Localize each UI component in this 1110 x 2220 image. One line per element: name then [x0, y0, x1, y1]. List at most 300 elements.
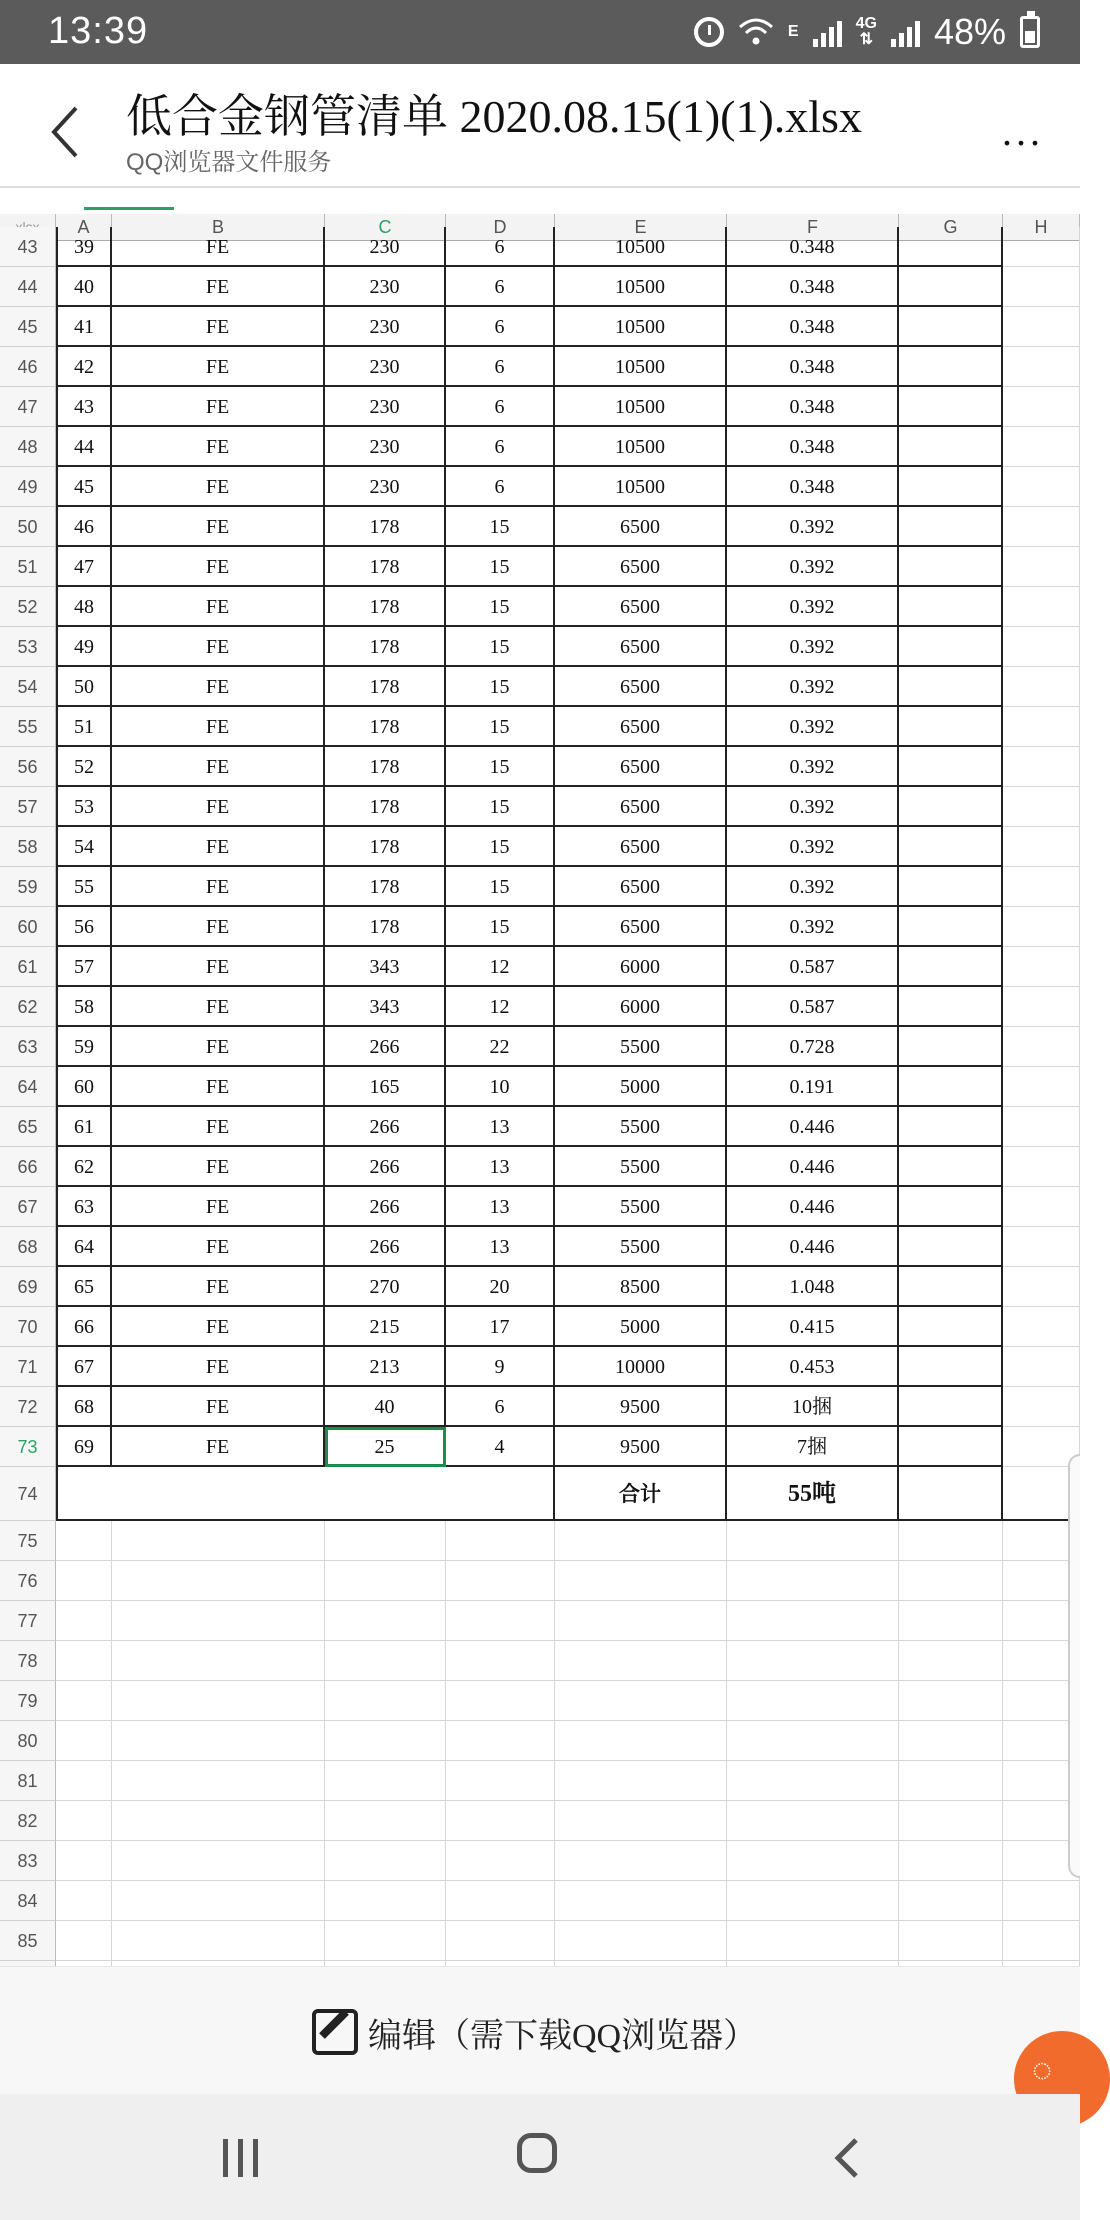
- cell-e[interactable]: 6500: [555, 667, 727, 707]
- row-number[interactable]: 79: [0, 1681, 56, 1721]
- cell-d[interactable]: 15: [446, 627, 555, 667]
- cell-b[interactable]: FE: [112, 267, 325, 307]
- cell-f[interactable]: 0.392: [727, 747, 899, 787]
- cell-g[interactable]: [899, 947, 1003, 987]
- cell-f[interactable]: 0.392: [727, 587, 899, 627]
- row-number[interactable]: 57: [0, 787, 56, 827]
- cell-d[interactable]: 6: [446, 347, 555, 387]
- row-number[interactable]: 47: [0, 387, 56, 427]
- cell-h[interactable]: [1003, 1307, 1080, 1347]
- empty-cell[interactable]: [446, 1881, 555, 1921]
- empty-cell[interactable]: [112, 1801, 325, 1841]
- cell-h[interactable]: [1003, 1107, 1080, 1147]
- cell-g[interactable]: [899, 1387, 1003, 1427]
- empty-cell[interactable]: [555, 1921, 727, 1961]
- empty-cell[interactable]: [446, 1561, 555, 1601]
- cell-f[interactable]: 0.348: [727, 227, 899, 267]
- cell-e[interactable]: 6000: [555, 987, 727, 1027]
- cell-h[interactable]: [1003, 267, 1080, 307]
- empty-cell[interactable]: [555, 1561, 727, 1601]
- empty-cell[interactable]: [899, 1801, 1003, 1841]
- cell-b[interactable]: FE: [112, 507, 325, 547]
- cell-d[interactable]: 13: [446, 1147, 555, 1187]
- cell-d[interactable]: 17: [446, 1307, 555, 1347]
- empty-cell[interactable]: [727, 1721, 899, 1761]
- cell-f[interactable]: 0.348: [727, 267, 899, 307]
- back-arrow-icon[interactable]: [44, 102, 88, 162]
- cell-h[interactable]: [1003, 227, 1080, 267]
- cell-a[interactable]: 68: [56, 1387, 112, 1427]
- spreadsheet[interactable]: [0, 214, 1080, 1966]
- cell-b[interactable]: FE: [112, 867, 325, 907]
- nav-back-icon[interactable]: [818, 2128, 878, 2188]
- cell-f[interactable]: 0.587: [727, 947, 899, 987]
- cell-f[interactable]: 0.348: [727, 387, 899, 427]
- cell-d[interactable]: 15: [446, 507, 555, 547]
- empty-cell[interactable]: [727, 1521, 899, 1561]
- row-number[interactable]: 73: [0, 1427, 56, 1467]
- cell-g[interactable]: [899, 507, 1003, 547]
- column-header-d[interactable]: D: [446, 214, 555, 240]
- cell-g[interactable]: [899, 1227, 1003, 1267]
- cell-g[interactable]: [899, 1147, 1003, 1187]
- cell-b[interactable]: FE: [112, 1147, 325, 1187]
- cell-h[interactable]: [1003, 747, 1080, 787]
- cell-c[interactable]: 230: [325, 387, 446, 427]
- empty-cell[interactable]: [727, 1641, 899, 1681]
- cell-a[interactable]: 57: [56, 947, 112, 987]
- row-number[interactable]: 63: [0, 1027, 56, 1067]
- cell-b[interactable]: FE: [112, 1187, 325, 1227]
- cell-e[interactable]: 6500: [555, 587, 727, 627]
- row-number[interactable]: 43: [0, 227, 56, 267]
- cell-a[interactable]: 46: [56, 507, 112, 547]
- cell-c[interactable]: 230: [325, 267, 446, 307]
- cell-g[interactable]: [899, 587, 1003, 627]
- cell-a[interactable]: 55: [56, 867, 112, 907]
- cell-e[interactable]: 6500: [555, 707, 727, 747]
- cell-b[interactable]: FE: [112, 467, 325, 507]
- row-number[interactable]: 74: [0, 1467, 56, 1521]
- empty-cell[interactable]: [56, 1721, 112, 1761]
- scroll-handle[interactable]: [1068, 1454, 1080, 1878]
- cell-a[interactable]: 65: [56, 1267, 112, 1307]
- empty-cell[interactable]: [446, 1641, 555, 1681]
- empty-cell[interactable]: [899, 1561, 1003, 1601]
- cell-e[interactable]: 6500: [555, 507, 727, 547]
- cell-h[interactable]: [1003, 347, 1080, 387]
- empty-cell[interactable]: [899, 1841, 1003, 1881]
- cell-e[interactable]: 6500: [555, 747, 727, 787]
- cell-f[interactable]: 0.392: [727, 907, 899, 947]
- cell-b[interactable]: FE: [112, 987, 325, 1027]
- cell-c[interactable]: 230: [325, 467, 446, 507]
- cell-c[interactable]: 165: [325, 1067, 446, 1107]
- cell-f[interactable]: 0.191: [727, 1067, 899, 1107]
- empty-cell[interactable]: [56, 1601, 112, 1641]
- row-number[interactable]: 80: [0, 1721, 56, 1761]
- merged-empty-cell[interactable]: [56, 1467, 555, 1521]
- cell-b[interactable]: FE: [112, 227, 325, 267]
- empty-cell[interactable]: [56, 1801, 112, 1841]
- empty-cell[interactable]: [112, 1601, 325, 1641]
- cell-h[interactable]: [1003, 467, 1080, 507]
- row-number[interactable]: 48: [0, 427, 56, 467]
- column-header-a[interactable]: A: [56, 214, 112, 240]
- empty-cell[interactable]: [325, 1761, 446, 1801]
- cell-h[interactable]: [1003, 1347, 1080, 1387]
- cell-f[interactable]: 0.446: [727, 1107, 899, 1147]
- empty-cell[interactable]: [727, 1681, 899, 1721]
- cell-b[interactable]: FE: [112, 827, 325, 867]
- cell-e[interactable]: 10500: [555, 307, 727, 347]
- row-number[interactable]: 53: [0, 627, 56, 667]
- row-number[interactable]: 49: [0, 467, 56, 507]
- row-number[interactable]: 64: [0, 1067, 56, 1107]
- empty-cell[interactable]: [325, 1681, 446, 1721]
- cell-f[interactable]: 0.392: [727, 787, 899, 827]
- cell-f[interactable]: 0.446: [727, 1227, 899, 1267]
- cell-e[interactable]: 10500: [555, 467, 727, 507]
- cell-h[interactable]: [1003, 827, 1080, 867]
- cell-g[interactable]: [899, 867, 1003, 907]
- row-number[interactable]: 56: [0, 747, 56, 787]
- cell-c[interactable]: 178: [325, 667, 446, 707]
- empty-cell[interactable]: [325, 1641, 446, 1681]
- cell-g[interactable]: [899, 667, 1003, 707]
- cell-c[interactable]: 178: [325, 787, 446, 827]
- row-number[interactable]: 61: [0, 947, 56, 987]
- cell-e[interactable]: 6500: [555, 547, 727, 587]
- cell-g[interactable]: [899, 707, 1003, 747]
- cell-b[interactable]: FE: [112, 1107, 325, 1147]
- cell-c[interactable]: 178: [325, 627, 446, 667]
- row-number[interactable]: 45: [0, 307, 56, 347]
- cell-d[interactable]: 10: [446, 1067, 555, 1107]
- empty-cell[interactable]: [899, 1601, 1003, 1641]
- cell-a[interactable]: 49: [56, 627, 112, 667]
- cell-c[interactable]: 266: [325, 1147, 446, 1187]
- cell-d[interactable]: 15: [446, 867, 555, 907]
- empty-cell[interactable]: [325, 1721, 446, 1761]
- cell-c[interactable]: 213: [325, 1347, 446, 1387]
- cell-d[interactable]: 20: [446, 1267, 555, 1307]
- empty-cell[interactable]: [112, 1721, 325, 1761]
- cell-c[interactable]: 40: [325, 1387, 446, 1427]
- empty-cell[interactable]: [1003, 1881, 1080, 1921]
- empty-cell[interactable]: [446, 1521, 555, 1561]
- cell-f[interactable]: 0.348: [727, 427, 899, 467]
- cell-e[interactable]: 5500: [555, 1027, 727, 1067]
- cell-g[interactable]: [899, 1347, 1003, 1387]
- row-number[interactable]: 55: [0, 707, 56, 747]
- cell-d[interactable]: 15: [446, 747, 555, 787]
- empty-cell[interactable]: [112, 1521, 325, 1561]
- cell-g[interactable]: [899, 1427, 1003, 1467]
- cell-f[interactable]: 0.392: [727, 707, 899, 747]
- cell-h[interactable]: [1003, 867, 1080, 907]
- cell-h[interactable]: [1003, 387, 1080, 427]
- cell-a[interactable]: 45: [56, 467, 112, 507]
- empty-cell[interactable]: [727, 1561, 899, 1601]
- cell-g[interactable]: [899, 907, 1003, 947]
- cell-f[interactable]: 0.453: [727, 1347, 899, 1387]
- empty-cell[interactable]: [56, 1881, 112, 1921]
- cell-e[interactable]: 6500: [555, 787, 727, 827]
- empty-cell[interactable]: [727, 1601, 899, 1641]
- cell-f[interactable]: 0.446: [727, 1187, 899, 1227]
- cell-g[interactable]: [899, 1027, 1003, 1067]
- row-number[interactable]: 50: [0, 507, 56, 547]
- cell-g[interactable]: [899, 787, 1003, 827]
- cell-e[interactable]: 8500: [555, 1267, 727, 1307]
- empty-cell[interactable]: [1003, 1921, 1080, 1961]
- cell-h[interactable]: [1003, 1147, 1080, 1187]
- empty-cell[interactable]: [555, 1521, 727, 1561]
- cell-a[interactable]: 52: [56, 747, 112, 787]
- cell-a[interactable]: 53: [56, 787, 112, 827]
- cell-h[interactable]: [1003, 987, 1080, 1027]
- cell-b[interactable]: FE: [112, 547, 325, 587]
- recent-apps-icon[interactable]: [210, 2128, 270, 2188]
- cell-c[interactable]: 230: [325, 307, 446, 347]
- cell-e[interactable]: 10500: [555, 347, 727, 387]
- cell-c[interactable]: 178: [325, 547, 446, 587]
- row-number[interactable]: 69: [0, 1267, 56, 1307]
- cell-b[interactable]: FE: [112, 707, 325, 747]
- cell-d[interactable]: 12: [446, 987, 555, 1027]
- more-menu-icon[interactable]: ...: [1002, 109, 1044, 154]
- cell-h[interactable]: [1003, 507, 1080, 547]
- empty-cell[interactable]: [56, 1521, 112, 1561]
- cell-a[interactable]: 48: [56, 587, 112, 627]
- column-header-c[interactable]: C: [325, 214, 446, 240]
- cell-a[interactable]: 42: [56, 347, 112, 387]
- cell-e[interactable]: 6500: [555, 827, 727, 867]
- empty-cell[interactable]: [555, 1881, 727, 1921]
- row-number[interactable]: 71: [0, 1347, 56, 1387]
- cell-e[interactable]: 6000: [555, 947, 727, 987]
- empty-cell[interactable]: [325, 1841, 446, 1881]
- cell-e[interactable]: 6500: [555, 867, 727, 907]
- row-number[interactable]: 85: [0, 1921, 56, 1961]
- cell-h[interactable]: [1003, 587, 1080, 627]
- cell-g[interactable]: [899, 1267, 1003, 1307]
- cell-b[interactable]: FE: [112, 1427, 325, 1467]
- cell-c[interactable]: 343: [325, 987, 446, 1027]
- cell-h[interactable]: [1003, 787, 1080, 827]
- cell-e[interactable]: 5000: [555, 1307, 727, 1347]
- cell-c[interactable]: 215: [325, 1307, 446, 1347]
- cell-e[interactable]: 10500: [555, 267, 727, 307]
- cell-d[interactable]: 22: [446, 1027, 555, 1067]
- row-number[interactable]: 82: [0, 1801, 56, 1841]
- row-number[interactable]: 84: [0, 1881, 56, 1921]
- cell-a[interactable]: 64: [56, 1227, 112, 1267]
- cell-d[interactable]: 15: [446, 707, 555, 747]
- row-number[interactable]: 58: [0, 827, 56, 867]
- empty-cell[interactable]: [727, 1761, 899, 1801]
- empty-cell[interactable]: [56, 1921, 112, 1961]
- row-number[interactable]: 66: [0, 1147, 56, 1187]
- row-number[interactable]: 46: [0, 347, 56, 387]
- cell-b[interactable]: FE: [112, 747, 325, 787]
- empty-cell[interactable]: [56, 1841, 112, 1881]
- cell-c[interactable]: 343: [325, 947, 446, 987]
- row-number[interactable]: 52: [0, 587, 56, 627]
- cell-d[interactable]: 6: [446, 307, 555, 347]
- row-number[interactable]: 76: [0, 1561, 56, 1601]
- cell-e[interactable]: 10500: [555, 227, 727, 267]
- cell-c[interactable]: 25: [325, 1427, 446, 1467]
- empty-cell[interactable]: [555, 1681, 727, 1721]
- empty-cell[interactable]: [325, 1561, 446, 1601]
- empty-cell[interactable]: [899, 1721, 1003, 1761]
- row-number[interactable]: 65: [0, 1107, 56, 1147]
- cell-g[interactable]: [899, 267, 1003, 307]
- cell-c[interactable]: 178: [325, 587, 446, 627]
- cell-f[interactable]: 0.348: [727, 307, 899, 347]
- cell-e[interactable]: 9500: [555, 1427, 727, 1467]
- cell-c[interactable]: 266: [325, 1227, 446, 1267]
- cell-c[interactable]: 178: [325, 507, 446, 547]
- empty-cell[interactable]: [727, 1801, 899, 1841]
- row-number[interactable]: 72: [0, 1387, 56, 1427]
- cell-d[interactable]: 15: [446, 667, 555, 707]
- empty-cell[interactable]: [899, 1761, 1003, 1801]
- cell-d[interactable]: 6: [446, 387, 555, 427]
- cell-d[interactable]: 6: [446, 1387, 555, 1427]
- cell-b[interactable]: FE: [112, 907, 325, 947]
- empty-cell[interactable]: [56, 1641, 112, 1681]
- cell-d[interactable]: 6: [446, 267, 555, 307]
- column-header-e[interactable]: E: [555, 214, 727, 240]
- empty-cell[interactable]: [727, 1881, 899, 1921]
- edit-button[interactable]: [312, 2005, 757, 2059]
- cell-a[interactable]: 50: [56, 667, 112, 707]
- cell-g[interactable]: [899, 387, 1003, 427]
- empty-cell[interactable]: [727, 1921, 899, 1961]
- cell-b[interactable]: FE: [112, 1267, 325, 1307]
- cell-e[interactable]: 5500: [555, 1227, 727, 1267]
- total-label[interactable]: 合计: [555, 1467, 727, 1521]
- cell-a[interactable]: 47: [56, 547, 112, 587]
- row-number[interactable]: 67: [0, 1187, 56, 1227]
- cell-b[interactable]: FE: [112, 307, 325, 347]
- cell-b[interactable]: FE: [112, 627, 325, 667]
- cell-c[interactable]: 266: [325, 1027, 446, 1067]
- cell-g[interactable]: [899, 347, 1003, 387]
- cell-d[interactable]: 13: [446, 1107, 555, 1147]
- cell-e[interactable]: 5500: [555, 1187, 727, 1227]
- cell-a[interactable]: 69: [56, 1427, 112, 1467]
- cell-c[interactable]: 270: [325, 1267, 446, 1307]
- empty-cell[interactable]: [446, 1761, 555, 1801]
- cell-d[interactable]: 15: [446, 787, 555, 827]
- row-number[interactable]: 51: [0, 547, 56, 587]
- cell-a[interactable]: 41: [56, 307, 112, 347]
- cell-f[interactable]: 0.348: [727, 467, 899, 507]
- cell-d[interactable]: 12: [446, 947, 555, 987]
- cell-g[interactable]: [899, 1067, 1003, 1107]
- cell-c[interactable]: 230: [325, 227, 446, 267]
- empty-cell[interactable]: [899, 1881, 1003, 1921]
- cell-h[interactable]: [1003, 1067, 1080, 1107]
- empty-cell[interactable]: [56, 1761, 112, 1801]
- empty-cell[interactable]: [325, 1801, 446, 1841]
- column-header-g[interactable]: G: [899, 214, 1003, 240]
- empty-cell[interactable]: [112, 1881, 325, 1921]
- cell-f[interactable]: 0.348: [727, 347, 899, 387]
- empty-cell[interactable]: [112, 1681, 325, 1721]
- row-number[interactable]: 44: [0, 267, 56, 307]
- cell-f[interactable]: 1.048: [727, 1267, 899, 1307]
- cell-c[interactable]: 230: [325, 347, 446, 387]
- cell-b[interactable]: FE: [112, 1067, 325, 1107]
- cell-h[interactable]: [1003, 907, 1080, 947]
- cell-c[interactable]: 178: [325, 907, 446, 947]
- cell-b[interactable]: FE: [112, 387, 325, 427]
- empty-cell[interactable]: [325, 1921, 446, 1961]
- cell-b[interactable]: FE: [112, 587, 325, 627]
- cell-f[interactable]: 10捆: [727, 1387, 899, 1427]
- row-number[interactable]: 54: [0, 667, 56, 707]
- empty-cell[interactable]: [446, 1921, 555, 1961]
- cell-h[interactable]: [1003, 1267, 1080, 1307]
- cell-b[interactable]: FE: [112, 667, 325, 707]
- cell-d[interactable]: 6: [446, 427, 555, 467]
- cell-g[interactable]: [899, 467, 1003, 507]
- cell-f[interactable]: 0.728: [727, 1027, 899, 1067]
- cell-h[interactable]: [1003, 947, 1080, 987]
- cell-g[interactable]: [899, 1107, 1003, 1147]
- cell-h[interactable]: [1003, 1387, 1080, 1427]
- cell-d[interactable]: 15: [446, 547, 555, 587]
- cell-h[interactable]: [1003, 707, 1080, 747]
- cell-g[interactable]: [899, 547, 1003, 587]
- cell-c[interactable]: 266: [325, 1107, 446, 1147]
- cell-c[interactable]: 178: [325, 707, 446, 747]
- empty-cell[interactable]: [112, 1921, 325, 1961]
- cell-d[interactable]: 15: [446, 587, 555, 627]
- cell-d[interactable]: 9: [446, 1347, 555, 1387]
- cell-e[interactable]: 5500: [555, 1107, 727, 1147]
- empty-cell[interactable]: [555, 1801, 727, 1841]
- cell-h[interactable]: [1003, 1027, 1080, 1067]
- cell-e[interactable]: 6500: [555, 907, 727, 947]
- cell-a[interactable]: 60: [56, 1067, 112, 1107]
- cell-a[interactable]: 43: [56, 387, 112, 427]
- cell-b[interactable]: FE: [112, 1027, 325, 1067]
- cell-a[interactable]: 39: [56, 227, 112, 267]
- cell-d[interactable]: 13: [446, 1227, 555, 1267]
- cell-a[interactable]: 40: [56, 267, 112, 307]
- cell-d[interactable]: 6: [446, 227, 555, 267]
- empty-cell[interactable]: [56, 1561, 112, 1601]
- floating-browser-icon[interactable]: ◌: [1014, 2031, 1110, 2127]
- empty-cell[interactable]: [446, 1801, 555, 1841]
- empty-cell[interactable]: [112, 1641, 325, 1681]
- cell-h[interactable]: [1003, 667, 1080, 707]
- empty-cell[interactable]: [446, 1721, 555, 1761]
- empty-cell[interactable]: [112, 1561, 325, 1601]
- cell-g[interactable]: [899, 427, 1003, 467]
- empty-cell[interactable]: [555, 1641, 727, 1681]
- cell-a[interactable]: 59: [56, 1027, 112, 1067]
- cell-a[interactable]: 61: [56, 1107, 112, 1147]
- home-icon[interactable]: [512, 2128, 572, 2188]
- empty-cell[interactable]: [555, 1721, 727, 1761]
